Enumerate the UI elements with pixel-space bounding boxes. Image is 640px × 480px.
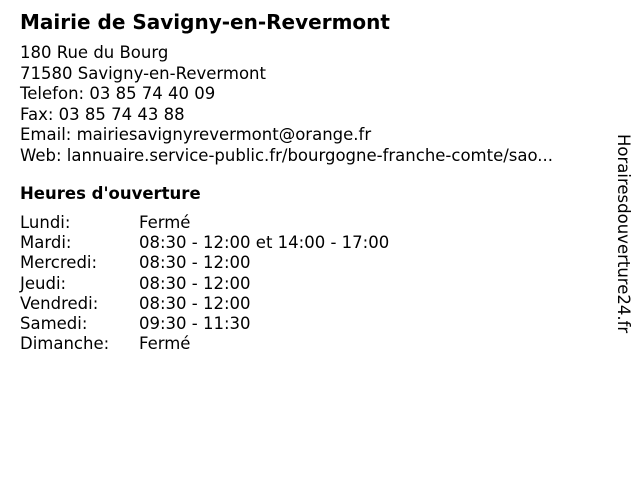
day-hours: 08:30 - 12:00 et 14:00 - 17:00 xyxy=(139,233,390,253)
brand-watermark: Horairesdouverture24.fr xyxy=(614,134,633,334)
day-label: Vendredi: xyxy=(20,293,99,313)
email-address[interactable]: Email: mairiesavignyrevermont@orange.fr xyxy=(20,125,372,145)
day-hours: 08:30 - 12:00 xyxy=(139,253,251,273)
address-city: 71580 Savigny-en-Revermont xyxy=(20,63,266,83)
day-label: Dimanche: xyxy=(20,334,110,354)
day-label: Samedi: xyxy=(20,313,88,333)
day-hours: Fermé xyxy=(139,334,191,354)
day-label: Mardi: xyxy=(20,233,72,253)
day-label: Jeudi: xyxy=(20,273,67,293)
day-hours: 08:30 - 12:00 xyxy=(139,273,251,293)
fax-number: Fax: 03 85 74 43 88 xyxy=(20,104,185,124)
phone-number[interactable]: Telefon: 03 85 74 40 09 xyxy=(20,84,216,104)
contact-block xyxy=(20,43,553,167)
day-label: Lundi: xyxy=(20,213,71,232)
day-hours: 08:30 - 12:00 xyxy=(139,293,251,313)
website-link[interactable]: Web: lannuaire.service-public.fr/bourgogne-franche-comte/sao... xyxy=(20,145,554,165)
day-label: Mercredi: xyxy=(20,253,98,273)
page-title: Mairie de Savigny-en-Revermont xyxy=(20,10,390,34)
address-street: 180 Rue du Bourg xyxy=(20,43,169,62)
day-hours: Fermé xyxy=(139,213,191,232)
day-hours: 09:30 - 11:30 xyxy=(139,313,251,333)
opening-hours-heading: Heures d'ouverture xyxy=(20,184,201,203)
